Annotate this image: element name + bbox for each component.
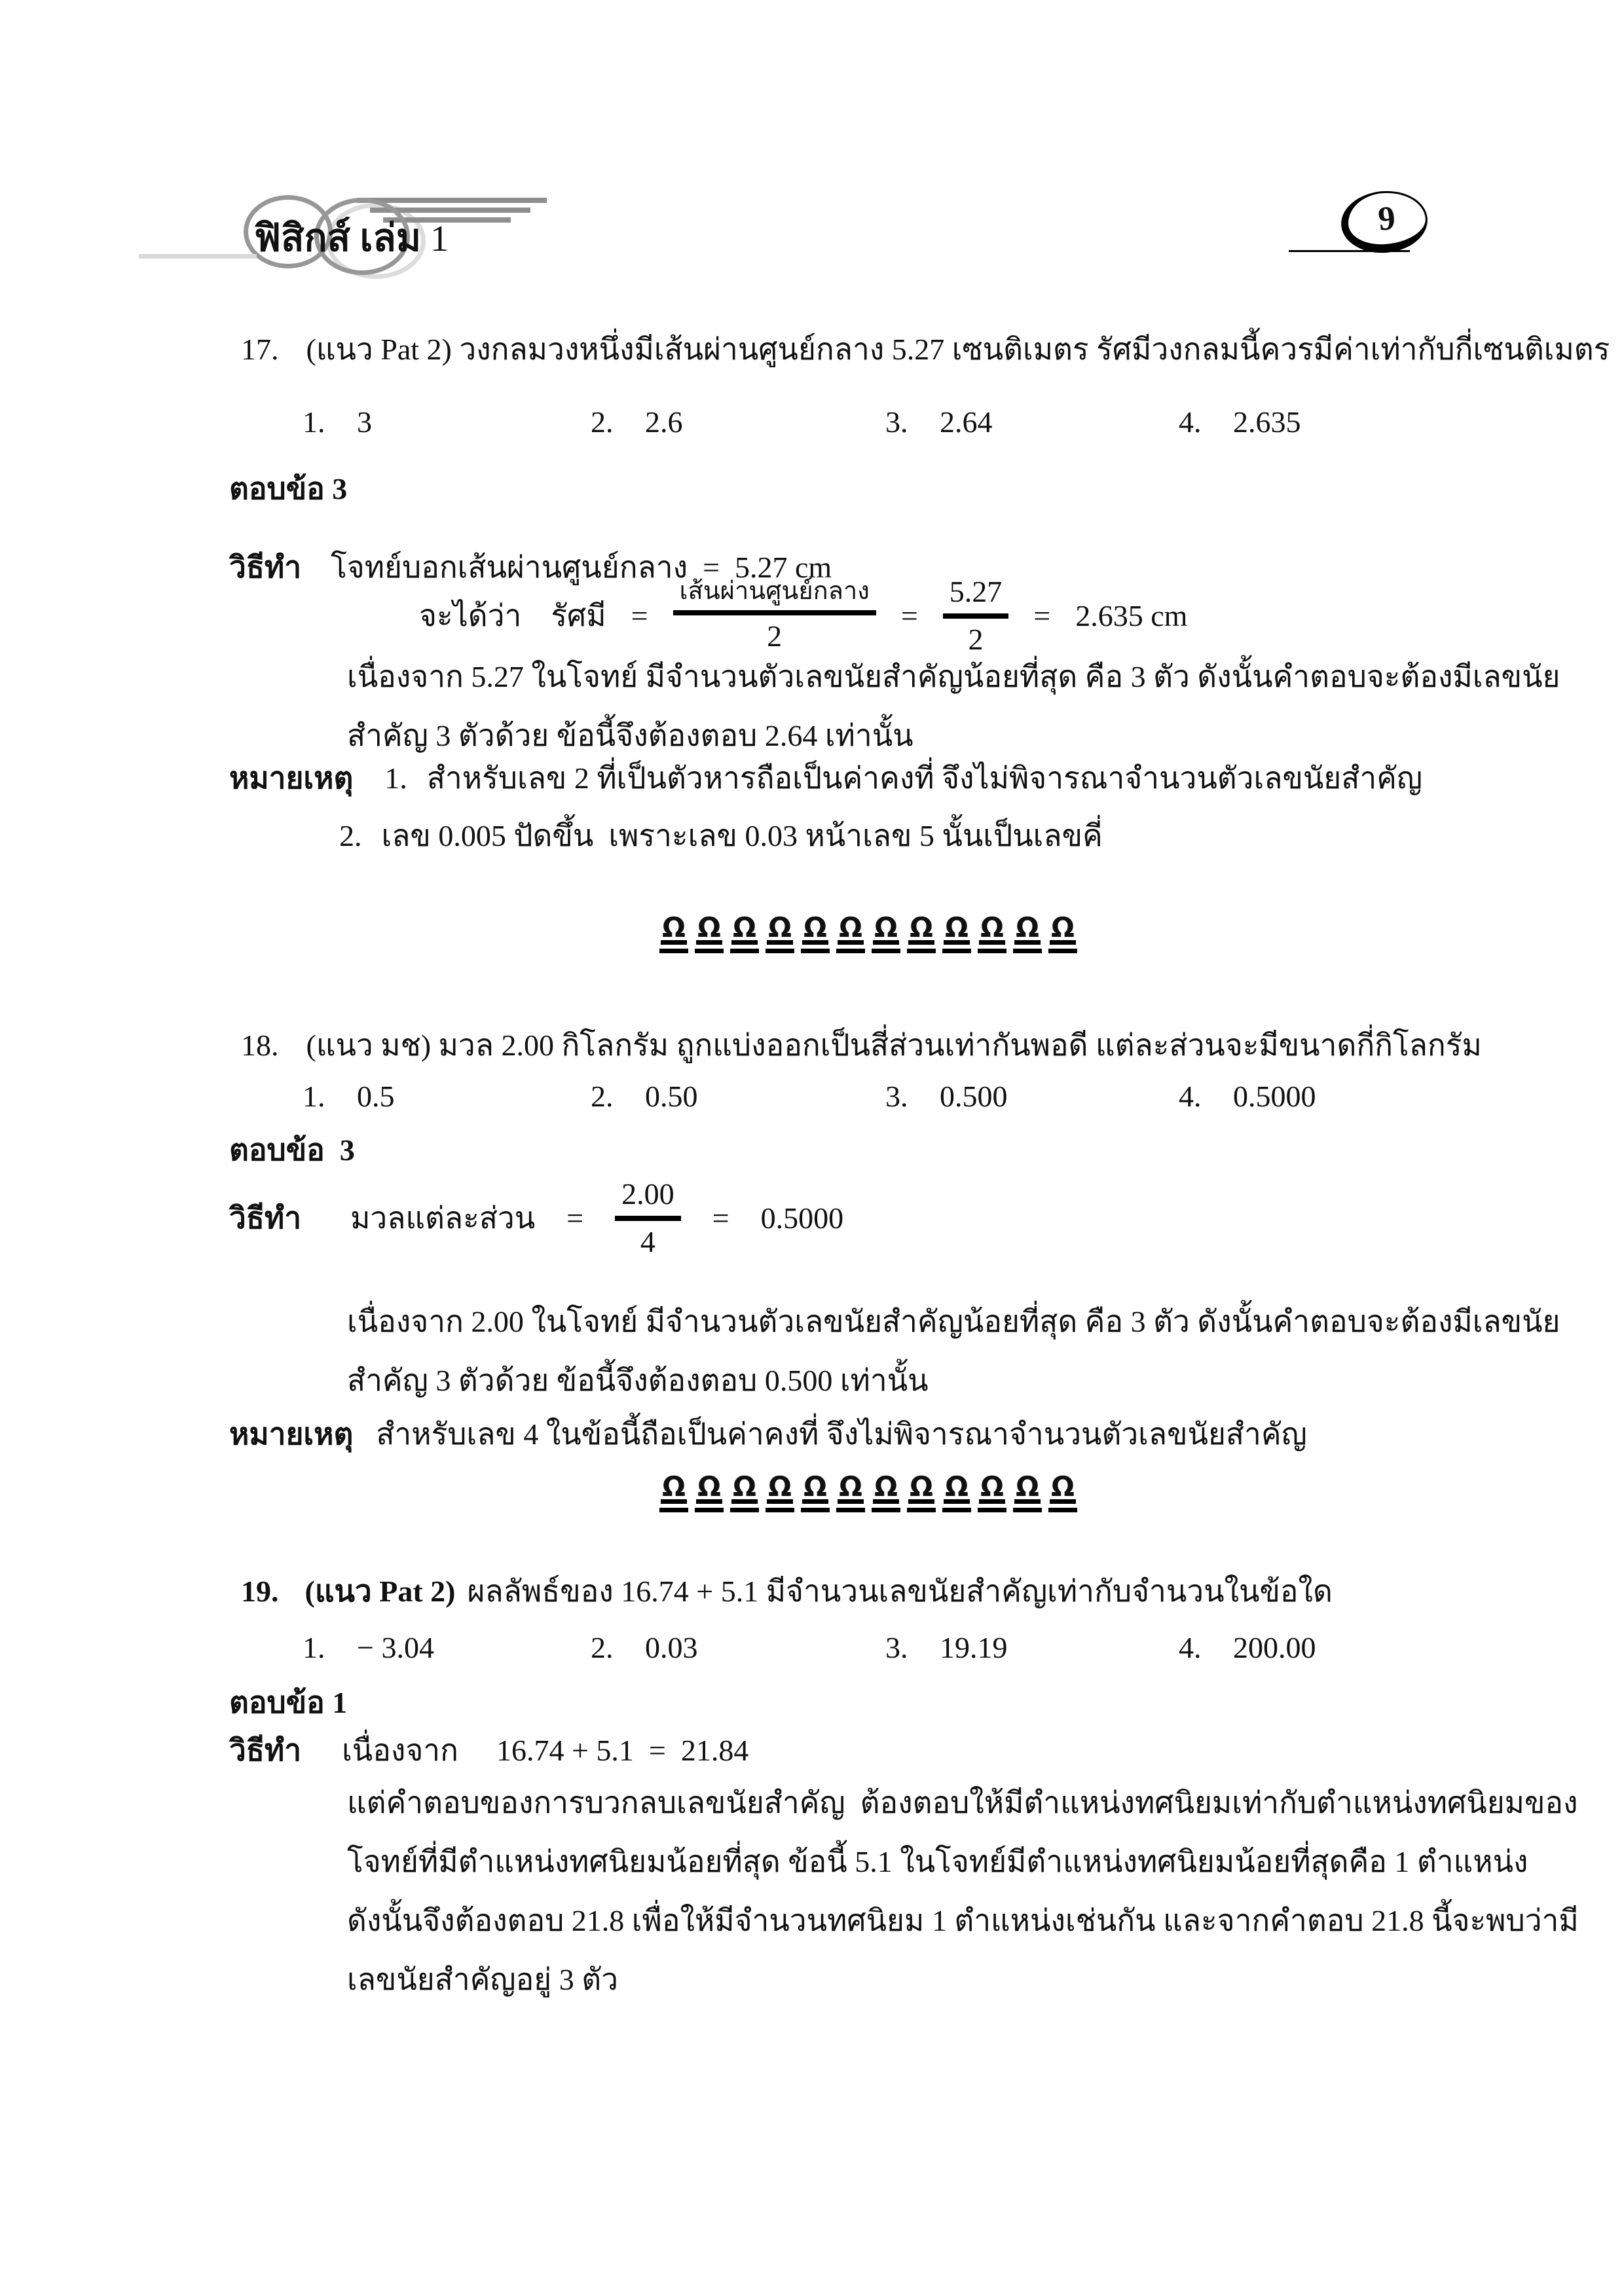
omega-symbol: Ω	[801, 1474, 830, 1512]
equals-sign: =	[631, 599, 648, 632]
fraction-numerator: เส้นผ่านศูนย์กลาง	[679, 577, 870, 606]
omega-symbol: Ω	[766, 915, 794, 953]
choice-value: 0.50	[645, 1080, 698, 1113]
equals-sign: =	[712, 1201, 729, 1235]
question-17	[241, 331, 1610, 369]
remark-text: สำหรับเลข 4 ในข้อนี้ถือเป็นค่าคงที่ จึงไม่พิจารณาจำนวนตัวเลขนัยสำคัญ	[376, 1417, 1307, 1451]
choice-number: 3.	[885, 1080, 908, 1113]
fraction-denominator: 2	[767, 619, 783, 653]
choice-value: 0.5	[357, 1080, 395, 1113]
q17-given: โจทย์บอกเส้นผ่านศูนย์กลาง = 5.27 cm	[331, 551, 832, 584]
q18-choice-3	[885, 1079, 1008, 1114]
equals-sign: =	[900, 599, 918, 632]
omega-symbol: Ω	[659, 915, 688, 953]
equals-sign: =	[1033, 599, 1051, 632]
omega-symbol: Ω	[1048, 915, 1077, 953]
choice-number: 1.	[303, 1631, 325, 1664]
question-19	[241, 1573, 1333, 1611]
q18-explain-2: สำคัญ 3 ตัวด้วย ข้อนี้จึงต้องตอบ 0.500 เท่านั้น	[347, 1364, 929, 1397]
q17-derive-prefix: จะได้ว่า	[419, 599, 522, 632]
q18-fraction	[615, 1177, 681, 1260]
omega-symbol: Ω	[942, 915, 971, 953]
q18-choice-4	[1179, 1079, 1316, 1114]
q18-choice-1	[303, 1079, 395, 1114]
q17-choice-4	[1179, 405, 1301, 439]
question-19-text: ผลลัพธ์ของ 16.74 + 5.1 มีจำนวนเลขนัยสำคัญเท่ากับจำนวนในข้อใด	[467, 1575, 1333, 1608]
choice-value: 19.19	[940, 1631, 1008, 1664]
fraction-denominator: 2	[968, 622, 984, 656]
q17-remark-2	[339, 817, 1103, 855]
method-label: วิธีทำ	[229, 551, 302, 584]
equals-sign: =	[566, 1201, 584, 1235]
omega-symbol: Ω	[730, 1474, 759, 1512]
question-19-tag: (แนว Pat 2)	[304, 1575, 456, 1608]
q19-choice-3	[885, 1630, 1008, 1665]
choice-number: 1.	[303, 1080, 325, 1113]
omega-symbol: Ω	[801, 915, 830, 953]
choice-value: 0.500	[940, 1080, 1008, 1113]
q19-answer: ตอบข้อ 1	[229, 1686, 348, 1719]
q19-paragraph-line-3: ดังนั้นจึงต้องตอบ 21.8 เพื่อให้มีจำนวนทศนิยม 1 ตำแหน่งเช่นกัน และจากคำตอบ 21.8 นี้จะพบว่ามี	[347, 1904, 1579, 1937]
q19-paragraph-line-2: โจทย์ที่มีตำแหน่งทศนิยมน้อยที่สุด ข้อนี้ 5.1 ในโจทย์มีตำแหน่งทศนิยมน้อยที่สุดคือ 1 ตำแหน่ง	[347, 1845, 1528, 1878]
fraction-denominator: 4	[640, 1224, 655, 1258]
q17-choice-2	[591, 405, 683, 439]
choice-value: 2.64	[940, 405, 993, 439]
omega-symbol: Ω	[978, 915, 1006, 953]
q17-choice-1	[303, 405, 372, 439]
choice-value: 200.00	[1233, 1631, 1316, 1664]
q17-answer: ตอบข้อ 3	[229, 472, 348, 505]
book-title-text: ฟิสิกส์ เล่ม	[254, 217, 422, 259]
q17-remark-1	[229, 759, 1422, 797]
page-number-badge	[1338, 187, 1430, 256]
choice-number: 3.	[885, 1631, 908, 1664]
omega-symbol: Ω	[1013, 915, 1042, 953]
omega-symbol: Ω	[872, 915, 900, 953]
omega-symbol: Ω	[907, 915, 936, 953]
q19-method-prefix: เนื่องจาก	[342, 1734, 458, 1767]
section-separator	[656, 911, 1080, 953]
choice-number: 2.	[591, 1631, 614, 1664]
omega-symbol: Ω	[730, 915, 759, 953]
q17-equation	[419, 562, 1187, 670]
question-18-text: (แนว มช) มวล 2.00 กิโลกรัม ถูกแบ่งออกเป็นสี่ส่วนเท่ากันพอดี แต่ละส่วนจะมีขนาดกี่กิโลกรัม	[306, 1029, 1482, 1062]
fraction-bar	[943, 613, 1009, 619]
q17-choice-3	[885, 405, 993, 439]
remark-item-number: 1.	[384, 761, 407, 795]
omega-symbol: Ω	[1013, 1474, 1042, 1512]
fraction-bar	[673, 610, 876, 615]
question-19-number: 19.	[241, 1575, 279, 1608]
omega-symbol: Ω	[978, 1474, 1006, 1512]
omega-symbol: Ω	[695, 1474, 724, 1512]
question-18-number: 18.	[241, 1029, 279, 1062]
q17-result: 2.635 cm	[1075, 599, 1188, 632]
fraction-numerator: 2.00	[621, 1176, 674, 1211]
q19-choice-1	[303, 1630, 434, 1665]
method-label: วิธีทำ	[229, 1201, 302, 1235]
q18-equation	[229, 1164, 843, 1272]
section-separator	[656, 1470, 1080, 1512]
omega-symbol: Ω	[836, 1474, 865, 1512]
logo-underline	[139, 254, 257, 259]
remark-label: หมายเหตุ	[229, 761, 354, 795]
question-17-number: 17.	[241, 333, 279, 366]
q18-explain-1: เนื่องจาก 2.00 ในโจทย์ มีจำนวนตัวเลขนัยสำคัญน้อยที่สุด คือ 3 ตัว ดังนั้นคำตอบจะต้องมีเลขนัย	[347, 1305, 1560, 1338]
q19-choice-4	[1179, 1630, 1316, 1665]
omega-symbol: Ω	[766, 1474, 794, 1512]
omega-symbol: Ω	[695, 915, 724, 953]
choice-value: 2.635	[1233, 405, 1301, 439]
q18-remark	[229, 1415, 1307, 1453]
remark-label: หมายเหตุ	[229, 1417, 354, 1451]
omega-symbol: Ω	[907, 1474, 936, 1512]
omega-symbol: Ω	[942, 1474, 971, 1512]
remark-item-number: 2.	[339, 819, 362, 852]
choice-value: − 3.04	[357, 1631, 434, 1664]
choice-number: 2.	[591, 1080, 614, 1113]
q17-fraction-diameter	[673, 577, 876, 654]
omega-symbol: Ω	[659, 1474, 688, 1512]
q18-answer: ตอบข้อ 3	[229, 1133, 355, 1167]
q17-radius-label: รัศมี	[551, 599, 606, 632]
q17-fraction-values	[943, 575, 1009, 657]
omega-symbol: Ω	[836, 915, 865, 953]
book-volume-number: 1	[421, 219, 449, 259]
choice-number: 4.	[1179, 1631, 1202, 1664]
q19-method-expr: 16.74 + 5.1 = 21.84	[496, 1734, 749, 1767]
remark-item-text: สำหรับเลข 2 ที่เป็นตัวหารถือเป็นค่าคงที่ จึงไม่พิจารณาจำนวนตัวเลขนัยสำคัญ	[426, 761, 1423, 795]
page-number: 9	[1376, 199, 1397, 238]
q18-result: 0.5000	[760, 1201, 844, 1235]
choice-number: 2.	[591, 405, 614, 439]
q18-choice-2	[591, 1079, 698, 1114]
question-17-text: (แนว Pat 2) วงกลมวงหนึ่งมีเส้นผ่านศูนย์กลาง 5.27 เซนติเมตร รัศมีวงกลมนี้ควรมีค่าเท่ากับกี่เซนติเมตร	[306, 333, 1610, 366]
choice-number: 4.	[1179, 1080, 1202, 1113]
book-title	[254, 207, 449, 268]
choice-number: 3.	[885, 405, 908, 439]
q17-explain-1: เนื่องจาก 5.27 ในโจทย์ มีจำนวนตัวเลขนัยสำคัญน้อยที่สุด คือ 3 ตัว ดังนั้นคำตอบจะต้องมีเลขนัย	[347, 660, 1560, 693]
q19-choice-2	[591, 1630, 698, 1665]
fraction-numerator: 5.27	[949, 574, 1003, 608]
q19-paragraph-line-4: เลขนัยสำคัญอยู่ 3 ตัว	[347, 1963, 618, 1996]
q18-expr-label: มวลแต่ละส่วน	[350, 1201, 536, 1235]
q17-explain-2: สำคัญ 3 ตัวด้วย ข้อนี้จึงต้องตอบ 2.64 เท่านั้น	[347, 719, 913, 752]
question-18	[241, 1027, 1482, 1065]
choice-value: 0.03	[645, 1631, 698, 1664]
choice-value: 3	[357, 405, 372, 439]
omega-symbol: Ω	[872, 1474, 900, 1512]
choice-value: 0.5000	[1233, 1080, 1316, 1113]
q19-method-line	[229, 1732, 748, 1770]
remark-item-text: เลข 0.005 ปัดขึ้น เพราะเลข 0.03 หน้าเลข 5 นั้นเป็นเลขคี่	[381, 819, 1103, 852]
q19-paragraph-line-1: แต่คำตอบของการบวกลบเลขนัยสำคัญ ต้องตอบให้มีตำแหน่งทศนิยมเท่ากับตำแหน่งทศนิยมของ	[347, 1786, 1578, 1819]
choice-number: 1.	[303, 405, 325, 439]
choice-number: 4.	[1179, 405, 1202, 439]
omega-symbol: Ω	[1048, 1474, 1077, 1512]
fraction-bar	[615, 1216, 681, 1221]
choice-value: 2.6	[645, 405, 683, 439]
method-label: วิธีทำ	[229, 1734, 302, 1767]
